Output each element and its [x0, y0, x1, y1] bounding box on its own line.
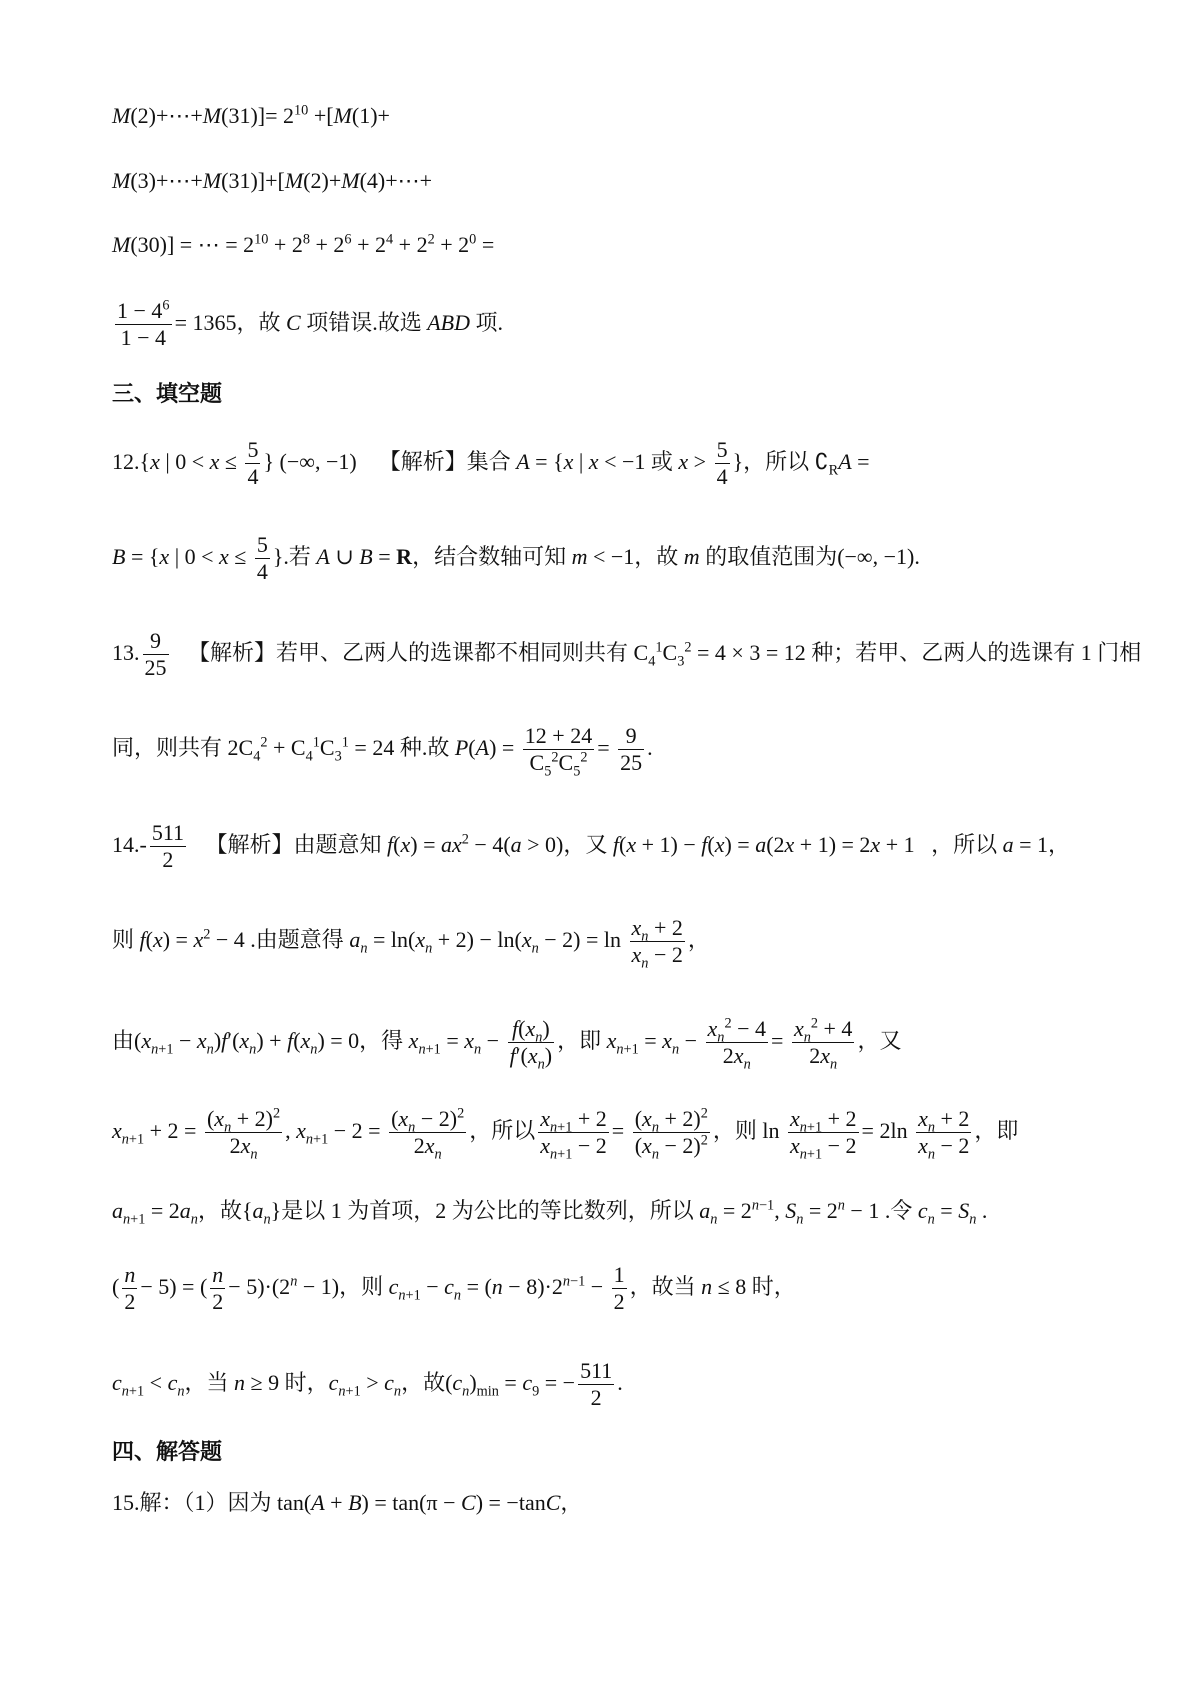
item-14-line-5: $a_{n+1} = 2a_n$，故$\{a_n\}$是以 1 为首项，2 为公比的等比数列，所以 $a_n = 2^{n-1}$, $S_n = 2^n - 1$ .令 $c_n = S_n$ .	[112, 1197, 988, 1228]
item-14-line-6: ( $\frac{n}{2}$ − 5) = ( $\frac{n}{2}$ − $5)\cdot(2^n - 1)$，则 $c_{n+1} - c_n = (n - 8)\cdot 2^{n-1}$ − $\frac{1}{2}$ ，故当 n ≤ 8 时，	[112, 1262, 796, 1315]
item-12-line-1: 12.{x | 0 < x ≤ $\frac{5}{4}$ } (−∞, −1) 【解析】集合 A = {x | x < −1 或 x > $\frac{5}{4}$ }，所以 $∁_RA$ =	[112, 437, 870, 490]
section-heading-answers: 四、解答题	[112, 1440, 223, 1465]
line-1: M(2)+⋯+M(31)]= $2^{10} +[M(1)+$	[112, 102, 390, 128]
item-14-line-2: 则 $f(x) = x^2 - 4$ .由题意得 $a_n = \ln(x_n + 2) - \ln(x_n - 2) = \ln$ $\frac{x_n + 2}{x_n - 2}$ ，	[112, 915, 710, 972]
item-15-line-1: 15.解：（1）因为 tan(A + B) = tan(π − C) = −tanC，	[112, 1490, 583, 1515]
line-2: M(3)+⋯+M(31)]+[M(2)+M(4)+⋯+	[112, 168, 433, 193]
item-14-line-1: 14.- $\frac{511}{2}$ 【解析】由题意知 $f(x) = ax^2 - 4(a > 0)$，又 f(x + 1) − f(x) = a(2x + 1) = 2x + 1 ，所以 a = 1，	[112, 820, 1071, 873]
item-14-line-4: $x_{n+1} + 2$ = $\frac{(x_n + 2)^2}{2x_n}$ , $x_{n+1} - 2$ = $\frac{(x_n - 2)^2}{2x_n}$ ，所以 $\frac{x_{n+1} + 2}{x_{n+1} - 2}$ = $\frac{(x_n + 2)^2}{(x_n - 2)^2}$ ，则 ln $\frac{x_{n+1} + 2}{x_{n+1} - 2}$ = 2ln $\frac{x_n + 2}{x_n - 2}$ ，即	[112, 1105, 1019, 1163]
item-14-line-7: $c_{n+1} < c_n$，当 n ≥ 9 时，$c_{n+1} > c_n$，故$(c_n)_{min} = c_9$ = − $\frac{511}{2}$ .	[112, 1358, 623, 1411]
item-13-line-1: 13. $\frac{9}{25}$ 【解析】若甲、乙两人的选课都不相同则共有 $C_4^1C_3^2 = 4 \times 3 = 12$ 种；若甲、乙两人的选课有 1 门相	[112, 628, 1142, 681]
item-12-line-2: B = {x | 0 < x ≤ $\frac{5}{4}$ }.若 A ∪ B = R，结合数轴可知 m < −1，故 m 的取值范围为(−∞, −1).	[112, 532, 920, 585]
item-13-line-2: 同，则共有 $2C_4^2 + C_4^1C_3^1 = 24$ 种.故 P(A) = $\frac{12 + 24}{C_5^2C_5^2}$ = $\frac{9}{25}$ .	[112, 723, 653, 780]
section-heading-fill-in: 三、填空题	[112, 382, 223, 407]
item-14-line-3: 由$(x_{n+1} - x_n)f'(x_n) + f(x_n) = 0$，得 $x_{n+1} = x_n$ − $\frac{f(x_n)}{f'(x_n)}$ ，即 $x_{n+1} = x_n$ − $\frac{x_n^2 - 4}{2x_n}$ = $\frac{x_n^2 + 4}{2x_n}$ ，又	[112, 1015, 902, 1073]
line-3: M(30)] = ⋯ = $2^{10} + 2^8 + 2^6 + 2^4 + 2^2 + 2^0$ =	[112, 231, 495, 257]
line-4: $\frac{1 - 4^6}{1 - 4}$ = 1365，故 C 项错误.故选 ABD 项.	[117, 297, 503, 351]
